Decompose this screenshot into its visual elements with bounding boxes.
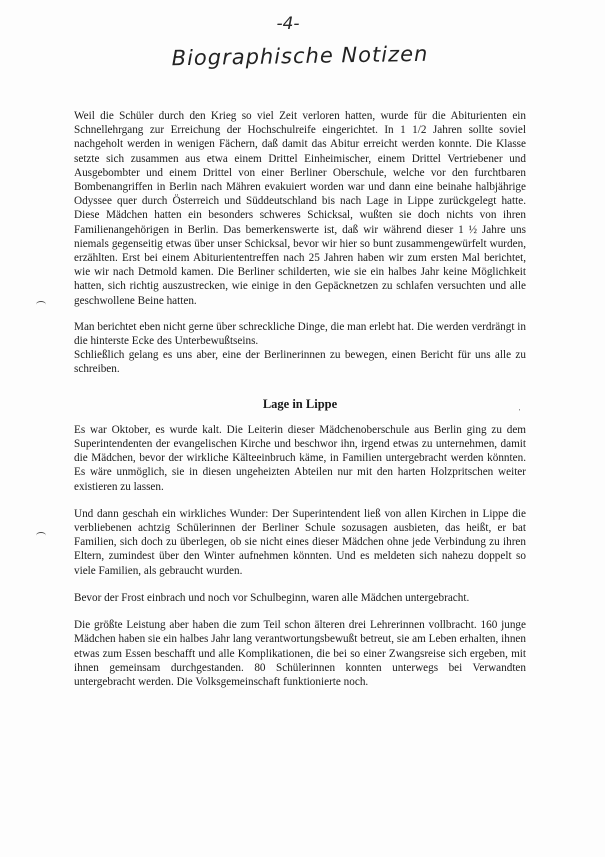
paragraph: Die größte Leistung aber haben die zum Teil schon älteren drei Lehrerinnen vollbracht. 160 junge Mädchen haben sie ein halbes Jahr lang verantwortungsbewußt betreut, sie am Leben erhalten, ihnen etwas zum Essen beschafft und alle Komplikationen, die bei so einer Zwangsreise sich ergeben, mit ihnen gemeinsam durchgestanden. 80 Schülerinnen konnten unterwegs bei Verwandten untergebracht werden. Die Volksgemeinschaft funktionierte noch. [74,619,526,688]
margin-mark [36,301,46,308]
paragraph: Bevor der Frost einbrach und noch vor Schulbeginn, waren alle Mädchen untergebracht. [74,591,470,604]
page-number: -4- [276,14,300,34]
handwritten-title: Biographische Notizen [171,41,429,71]
paragraph: Und dann geschah ein wirkliches Wunder: Der Superintendent ließ von allen Kirchen in Lippe die verbliebenen achtzig Schülerinnen der Berliner Schule sozusagen ausbieten, das heißt, er bat Familien, sich doch zu überlegen, ob sie nicht eines dieser Mädchen ohne jede Verbindung zu ihren Eltern, zumindest über den Winter aufnehmen könnten. Und es meldeten sich nahezu doppelt so viele Familien, als gebraucht wurden. [74,507,526,577]
paragraph: Weil die Schüler durch den Krieg so viel Zeit verloren hatten, wurde für die Abiturienten ein Schnellehrgang zur Erreichung der Hochschulreife eingerichtet. In 1 1/2 Jahren sollte soviel nachgeholt werden in wenigen Fächern, daß damit das Abitur erreicht werden konnte. Die Klasse setzte sich zusammen aus etwa einem Drittel Einheimischer, einem Drittel Vertriebener und Ausgebombter und einem Drittel von einer Berliner Oberschule, welche vor den furchtbaren Bombenangriffen in Berlin nach Mähren evakuiert worden war und dann eine beinahe halbjährige Odyssee quer durch Österreich und Süddeutschland bis nach Lage in Lippe zurückgelegt hatte. Diese Mädchen hatten ein besonders schweres Schicksal, wußten sie doch nichts von ihren Familienangehörigen in Berlin. Das bemerkenswerte ist, daß wir während dieser 1 ½ Jahre uns niemals gegenseitig etwas über unser Schicksal, bevor wir hier so bunt zusammengewürfelt wurden, erzählten. Erst bei einem Abituriententreffen nach 25 Jahren haben wir zum ersten Mal berichtet, wie wir nach Detmold kamen. Die Berliner schilderten, wie sie ein halbes Jahr keine Möglichkeit hatten, sich richtig auszustrecken, wie einige in den Gepäcknetzen zu schlafen versuchten und alle geschwollene Beine hatten. [74,110,526,307]
margin-mark [36,532,46,539]
section-heading: Lage in Lippe [262,396,338,411]
paragraph: Schließlich gelang es uns aber, eine der Berlinerinnen zu bewegen, einen Bericht für uns alle zu schreiben. [74,349,526,376]
paragraph: Es war Oktober, es wurde kalt. Die Leiterin dieser Mädchenoberschule aus Berlin ging zu dem Superintendenten der evangelischen Kirche und beschwor ihn, irgend etwas zu unternehmen, damit die Mädchen, bevor der wirkliche Kälteeinbruch käme, in Familien untergebracht werden könnten. Es wäre unmöglich, sie in diesen ungeheizten Abteilen nur mit den harten Holzpritschen weiter existieren zu lassen. [74,423,526,493]
document-body [74,109,526,689]
paragraph: Man berichtet eben nicht gerne über schreckliche Dinge, die man erlebt hat. Die werden verdrängt in die hinterste Ecke des Unterbewußtseins. [74,320,526,348]
scan-speck: ' [519,408,521,416]
